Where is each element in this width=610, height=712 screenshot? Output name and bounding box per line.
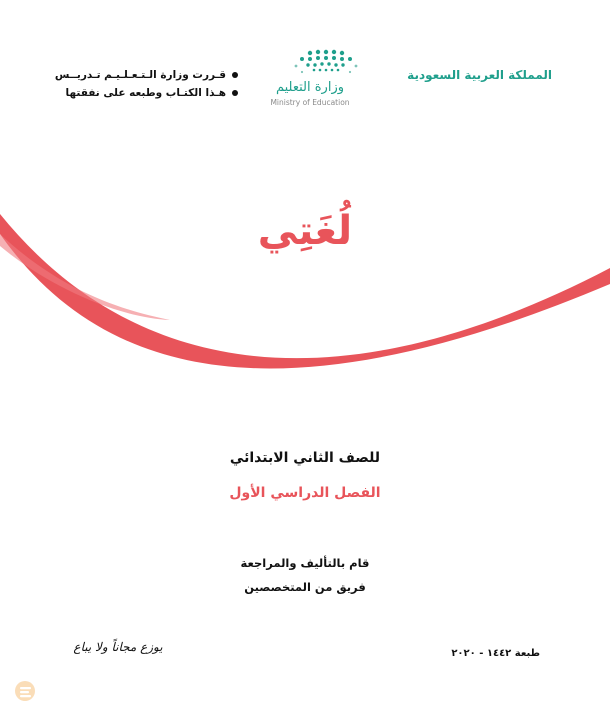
team-label: فريق من المتخصصين xyxy=(244,580,366,594)
approval-notes xyxy=(54,66,238,102)
prepared-by-label: قام بالتأليف والمراجعة xyxy=(240,556,370,570)
grade-label: للصف الثاني الابتدائي xyxy=(229,450,381,466)
semester-label: الفصل الدراسي الأول xyxy=(229,485,381,501)
free-distribution-label: يوزع مجاناً ولا يباع xyxy=(73,640,163,654)
approval-note-2-text: هـذا الكتـاب وطبعه على نفقتها xyxy=(65,87,226,99)
ministry-name-english: Ministry of Education xyxy=(270,98,350,107)
approval-note-2 xyxy=(65,84,238,102)
bullet-dot-icon xyxy=(232,90,238,96)
approval-note-1-text: قـررت وزارة الـتـعـلـيـم تـدريــس xyxy=(54,69,226,81)
kingdom-name: المملكة العربية السعودية xyxy=(407,68,552,82)
ministry-name-arabic: وزارة التعليم xyxy=(275,80,345,95)
edition-label: طبعة ١٤٤٢ - ٢٠٢٠ xyxy=(451,648,540,659)
book-title: لُغَتِي xyxy=(257,208,353,254)
approval-note-1 xyxy=(54,66,238,84)
bullet-dot-icon xyxy=(232,72,238,78)
publisher-corner-logo-icon xyxy=(14,680,42,702)
